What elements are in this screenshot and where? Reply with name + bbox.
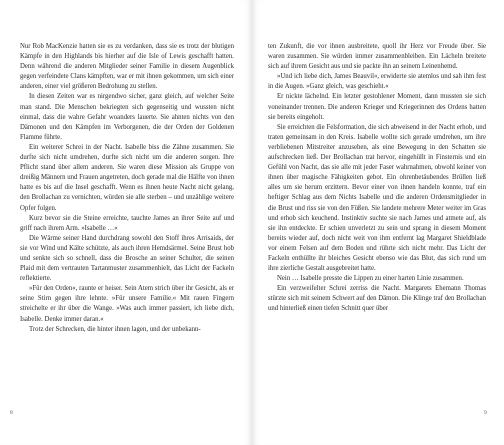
paragraph: Ein weiterer Schrei in der Nacht. Isabelle biss die Zähne zusammen. Sie durfte sich nicht umdrehen, durfte sich nicht um die anderen sorgen. Ihre Pflicht stand über allem anderen. Sie waren diese Mission als Gruppe von dreißig Männern und Frauen angetreten, doch gerade mal die Hälfte von ihnen hatte es bis auf die Insel geschafft. Wenn es ihnen heute Nacht nicht gelang, den Brollachan zu vernichten, würden sie alle sterben – und unzählige weitere Opfer folgen. — [20, 143, 234, 212]
paragraph: ten Zukunft, die vor ihnen ausbreitete, quoll ihr Herz vor Freude über. Sie waren zusammen. Sie würden immer zusammenbleiben. Ein Lächeln breitete sich auf ihrem Gesicht aus und sie packte ihn an seinem Leinenhemd. — [268, 43, 486, 71]
right-page-text — [268, 42, 486, 315]
paragraph: In diesen Zeiten war es nirgendwo sicher, ganz gleich, auf welcher Seite man stand. Die Menschen bekriegten sich gegenseitig und wussten nicht einmal, dass die wahre Gefahr woanders lauerte. Sie ahnten nichts von den Dämonen und den Kämpfen im Verborgenen, die der Orden der Goldenen Flamme führte. — [20, 93, 234, 141]
paragraph: Nur Rob MacKenzie hatten sie es zu verdanken, dass sie es trotz der blutigen Kämpfe in den Highlands bis hierher auf die Isle of Lewis geschafft hatten. Denn während die anderen Mitglieder seiner Familie in diesem Augenblick gegen verfeindete Clans kämpften, war er mit ihnen gekommen, um sich einer anderen, einer viel größeren Bedrohung zu stellen. — [20, 43, 234, 91]
paragraph: »Und ich liebe dich, James Beauvil«, erwiderte sie atemlos und sah ihm fest in die Augen. »Ganz gleich, was geschieht.« — [268, 73, 486, 91]
page-number: 8 — [10, 410, 13, 416]
paragraph: »Für den Orden«, raunte er heiser. Sein Atem strich über ihr Gesicht, als er seine Stirn gegen ihre lehnte. »Für unsere Familie.« Mit rauen Fingern streichelte er ihr über die Wange. »Was auch immer passiert, ich liebe dich, Isabelle. Denke immer daran.« — [20, 285, 234, 323]
paragraph: Trotz der Schrecken, die hinter ihnen lagen, und der unbekann- — [29, 325, 201, 333]
paragraph: Nein … Isabelle presste die Lippen zu einer harten Linie zusammen. — [277, 275, 464, 283]
page-number: 9 — [484, 410, 487, 416]
paragraph: Kurz bevor sie die Steine erreichte, tauchte James an ihrer Seite auf und griff nach ihrem Arm. »Isabelle …« — [20, 214, 234, 232]
paragraph: Er nickte lächelnd. Ein letzter gestohlener Moment, dann mussten sie sich voneinander trennen. Die anderen Krieger und Kriegerinnen des Ordens hatten sie bereits eingeholt. — [268, 93, 486, 121]
paragraph: Die Wärme seiner Hand durchdrang sowohl den Stoff ihres Arrisaids, der sie vor Wind und Kälte schützte, als auch ihren Hemdsärmel. Seine Brust hob und senkte sich so schnell, dass die Brosche an seiner Schulter, die seinen Plaid mit dem vertrauten Tartanmuster zusammenhielt, das Licht der Fackeln reflektierte. — [20, 234, 234, 283]
right-page — [252, 0, 504, 445]
left-page-text — [20, 42, 234, 335]
paragraph: Ein verzweifelter Schrei zerriss die Nacht. Margarets Ehemann Thomas stürzte sich mit seinem Schwert auf den Dämon. Die Klinge traf den Brollachan und hinterließ einen tiefen Schnitt quer über — [268, 285, 486, 313]
paragraph: Sie erreichten die Felsformation, die sich abweisend in der Nacht erhob, und traten gemeinsam in den Kreis. Isabelle wollte sich gerade umdrehen, um ihre verbliebenen Mitstreiter anzusehen, als eine Bewegung in den Schatten sie aufschrecken ließ. Der Brollachan trat hervor, eingehüllt in Finsternis und ein Gefühl von Nacht, das sie alle mit jeder Faser wahrnahmen, obwohl keiner von ihnen über magische Fähigkeiten gebot. Ein ohrenbetäubendes Brüllen ließ alles um sie herum erzittern. Bevor einer von ihnen handeln konnte, traf ein heftiger Schlag aus dem Nichts Isabelle und die anderen Ordensmitglieder in die Brust und riss sie von den Füßen. Sie landete mehrere Meter weiter im Gras und erhob sich keuchend. Instinktiv suchte sie nach James und atmete auf, als sie ihn entdeckte. Er schien unverletzt zu sein und sprang in diesem Moment bereits wieder auf, doch nicht weit von ihm entfernt lag Margaret Shieldblade vor einem Felsen auf dem Boden und rührte sich nicht mehr. Das Licht der Fackeln enthüllte ihr bleiches Gesicht ebenso wie das Blut, das sich rund um ihre zierliche Gestalt ausgebreitet hatte. — [268, 123, 486, 273]
